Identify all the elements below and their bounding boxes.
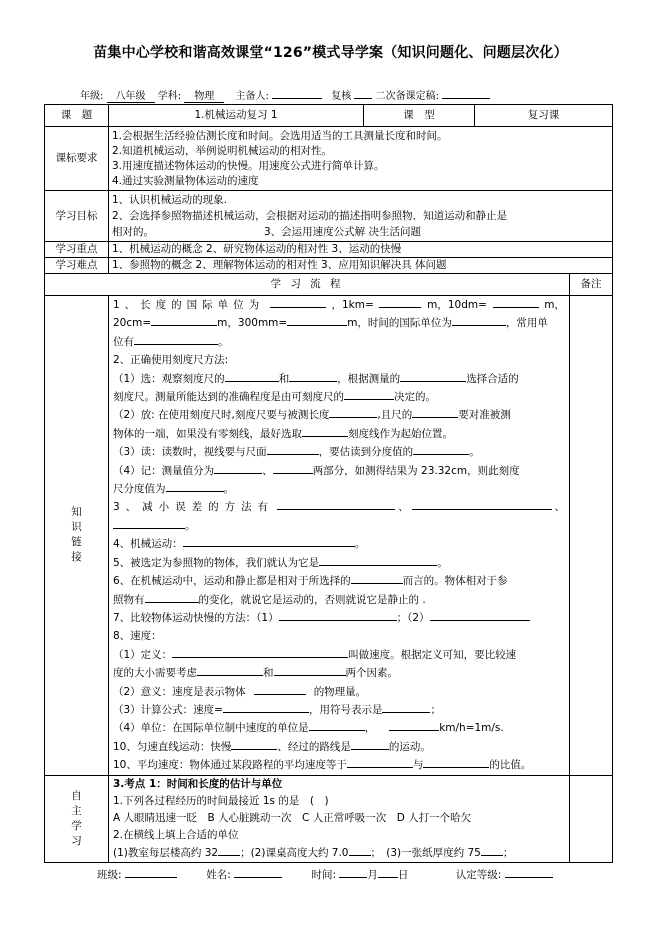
footer-class-label: 班级: <box>97 869 122 881</box>
self-study-q2-items: (1)教室每层楼高约 32 ；(2)课桌高度大约 7.0 ； (3)一张纸厚度约 75 ； <box>113 844 565 862</box>
goals-item-3: 3、会运用速度公式解 决生活问题 <box>264 226 422 238</box>
blank[interactable] <box>379 296 421 308</box>
goals-row <box>45 191 613 242</box>
goals-item: 1、认识机械运动的现象. <box>112 194 228 206</box>
knowledge-line-4: 2、正确使用刻度尺方法: <box>113 354 229 367</box>
process-header-row <box>45 274 613 296</box>
topic-label: 课 题 <box>45 105 109 127</box>
blank[interactable] <box>274 664 346 676</box>
self-study-q1: 1.下列各过程经历的时间最接近 1s 的是 ( ) <box>113 794 329 807</box>
type-label: 课 型 <box>364 105 475 127</box>
knowledge-line-17: 照物有 的变化，就说它是运动的，否则就说它是静止的 . <box>113 591 565 609</box>
standards-label: 课标要求 <box>45 127 109 191</box>
blank[interactable] <box>289 370 337 382</box>
footer-grade-field[interactable] <box>505 866 553 878</box>
process-header: 学 习 流 程 <box>45 274 570 296</box>
topic-row <box>45 105 613 127</box>
blank[interactable] <box>493 296 539 308</box>
blank[interactable] <box>172 646 348 658</box>
standards-item: 3.用速度描述物体运动的快慢。用速度公式进行简单计算。 <box>112 159 385 172</box>
vertical-label-char: 知 <box>71 506 82 519</box>
grade-label: 年级: <box>80 91 104 102</box>
self-study-content <box>109 775 570 862</box>
preparer-label: 主备人: <box>235 91 269 102</box>
knowledge-line-14: 4、机械运动： 。 <box>113 535 565 553</box>
self-study-row <box>45 775 613 862</box>
self-study-q2: 2.在横线上填上合适的单位 <box>113 828 239 841</box>
blank[interactable] <box>270 296 326 308</box>
vertical-label-char: 主 <box>71 804 82 817</box>
knowledge-line-7: （2）放: 在使用刻度尺时,刻度尺要与被测长度 ,且尺的 要对准被测 <box>113 406 565 424</box>
blank[interactable] <box>347 756 413 768</box>
blank[interactable] <box>151 314 217 326</box>
knowledge-line-25: 10、匀速直线运动：快慢 、经过的路线是 的运动。 <box>113 738 565 756</box>
knowledge-line-15: 5、被选定为参照物的物体，我们就认为它是 。 <box>113 554 565 572</box>
standards-item: 2.知道机械运动，举例说明机械运动的相对性。 <box>112 144 333 157</box>
knowledge-line-1: 1、长度的国际单位为 ，1km= m，10dm= m， <box>113 296 565 314</box>
self-study-topic: 3.考点 1：时间和长度的估计与单位 <box>113 777 283 790</box>
footer-grade-label: 认定等级: <box>455 869 502 881</box>
self-study-q1-options: A 人眼睛迅速一眨 B 人心脏跳动一次 C 人正常呼吸一次 D 人打一个哈欠 <box>113 811 472 824</box>
vertical-label-char: 学 <box>71 819 82 832</box>
blank[interactable] <box>197 664 263 676</box>
knowledge-line-6: 刻度尺。测量所能达到的准确程度是由可刻度尺的 决定的。 <box>113 388 565 406</box>
blank[interactable] <box>145 591 199 603</box>
blank[interactable] <box>113 517 185 529</box>
knowledge-line-23: （3）计算公式：速度= ，用符号表示是 ； <box>113 701 565 719</box>
difficulty-label: 学习难点 <box>45 258 109 274</box>
blank[interactable] <box>302 425 348 437</box>
self-study-label <box>45 775 109 862</box>
blank[interactable] <box>413 443 469 455</box>
blank[interactable] <box>423 756 489 768</box>
key-label: 学习重点 <box>45 242 109 258</box>
blank[interactable] <box>225 370 279 382</box>
blank[interactable] <box>183 535 355 547</box>
blank[interactable] <box>481 844 503 856</box>
preparer-field[interactable] <box>272 87 322 99</box>
knowledge-line-20: （1）定义： 叫做速度。根据定义可知，要比较速 <box>113 646 565 664</box>
remark-header: 备注 <box>570 274 613 296</box>
blank[interactable] <box>166 480 224 492</box>
blank[interactable] <box>400 370 466 382</box>
blank[interactable] <box>134 333 218 345</box>
blank[interactable] <box>279 609 397 621</box>
second-prep-label: 二次备课定稿: <box>375 91 439 102</box>
knowledge-remark[interactable] <box>570 296 613 776</box>
blank[interactable] <box>319 554 437 566</box>
vertical-label-char: 接 <box>71 551 82 564</box>
knowledge-line-18: 7、比较物体运动快慢的方法：（1） ；（2） <box>113 609 565 627</box>
subject-label: 学科: <box>157 91 182 102</box>
lesson-table <box>44 104 613 863</box>
vertical-label-char: 自 <box>71 789 82 802</box>
knowledge-line-5: （1）选：观察刻度尺的 和 ，根据测量的 选择合适的 <box>113 370 565 388</box>
footer-name-label: 姓名: <box>206 869 231 881</box>
self-study-label-text <box>48 789 105 849</box>
blank[interactable] <box>452 314 506 326</box>
footer-day-field[interactable] <box>378 866 398 878</box>
knowledge-line-2: 20cm= m，300mm= m，时间的国际单位为 ，常用单 <box>113 314 565 332</box>
footer-name-field[interactable] <box>234 866 282 878</box>
vertical-label-char: 习 <box>71 834 82 847</box>
knowledge-line-19: 8、速度： <box>113 630 162 643</box>
key-value: 1、机械运动的概念 2、研究物体运动的相对性 3、运动的快慢 <box>109 242 613 258</box>
blank[interactable] <box>349 844 371 856</box>
knowledge-line-3: 位有 。 <box>113 333 565 351</box>
subject-value[interactable]: 物理 <box>184 87 224 103</box>
knowledge-line-16: 6、在机械运动中，运动和静止都是相对于所选择的 而言的。物体相对于参 <box>113 572 565 590</box>
vertical-label-char: 识 <box>71 521 82 534</box>
standards-row <box>45 127 613 191</box>
type-value: 复习课 <box>475 105 613 127</box>
standards-item: 1.会根据生活经验估测长度和时间。会选用适当的工具测量长度和时间。 <box>112 129 448 142</box>
self-study-remark[interactable] <box>570 775 613 862</box>
blank[interactable] <box>223 701 309 713</box>
knowledge-line-22: （2）意义：速度是表示物体 的物理量。 <box>113 683 565 701</box>
grade-value[interactable]: 八年级 <box>107 87 155 103</box>
knowledge-line-26: 10、平均速度：物体通过某段路程的平均速度等于 与 的比值。 <box>113 756 565 774</box>
second-prep-field[interactable] <box>442 87 490 99</box>
blank[interactable] <box>389 719 439 731</box>
blank[interactable] <box>287 314 347 326</box>
knowledge-line-11: 尺分度值为 。 <box>113 480 565 498</box>
goals-label: 学习目标 <box>45 191 109 242</box>
goals-item <box>112 224 609 240</box>
blank[interactable] <box>273 462 313 474</box>
blank[interactable] <box>344 388 394 400</box>
blank[interactable] <box>214 462 262 474</box>
difficulty-value: 1、参照物的概念 2、理解物体运动的相对性 3、应用知识解决具 体问题 <box>109 258 613 274</box>
vertical-label-char: 链 <box>71 536 82 549</box>
key-row <box>45 242 613 258</box>
standards-cell <box>109 127 613 191</box>
knowledge-label-text <box>48 505 105 565</box>
topic-value: 1.机械运动复习 1 <box>109 105 364 127</box>
difficulty-row <box>45 258 613 274</box>
blank[interactable] <box>231 738 277 750</box>
review-label: 复核 <box>331 91 352 102</box>
knowledge-line-21: 度的大小需要考虑 和 两个因素。 <box>113 664 565 682</box>
blank[interactable] <box>430 609 530 621</box>
footer <box>97 866 553 882</box>
footer-month-field[interactable] <box>339 866 367 878</box>
goals-cell <box>109 191 613 242</box>
knowledge-line-8: 物体的一端，如果没有零刻线，最好选取 刻度线作为起始位置。 <box>113 425 565 443</box>
blank[interactable] <box>267 443 319 455</box>
blank[interactable] <box>218 844 240 856</box>
blank[interactable] <box>254 683 306 695</box>
review-field[interactable] <box>354 87 372 99</box>
knowledge-line-10: （4）记：测量值分为 、 两部分，如测得结果为 23.32cm，则此刻度 <box>113 462 565 480</box>
knowledge-line-12: 3、减小误差的方法有 、 、 <box>113 498 565 516</box>
knowledge-row <box>45 296 613 776</box>
blank[interactable] <box>351 738 389 750</box>
footer-month-label: 月 <box>367 869 378 881</box>
standards-item: 4.通过实验测量物体运动的速度 <box>112 174 259 187</box>
knowledge-label <box>45 296 109 776</box>
footer-day-label: 日 <box>397 869 409 881</box>
goals-item: 2、会选择参照物描述机械运动，会根据对运动的描述指明参照物．知道运动和静止是 <box>112 210 508 222</box>
blank[interactable] <box>412 498 552 510</box>
blank[interactable] <box>382 701 430 713</box>
knowledge-line-24: （4）单位：在国际单位制中速度的单位是 ， km/h=1m/s. <box>113 719 565 737</box>
footer-time-label: 时间: <box>311 869 337 881</box>
blank[interactable] <box>309 719 365 731</box>
header-meta <box>80 87 490 103</box>
knowledge-content <box>109 296 570 776</box>
goals-item-tail: 相对的。 <box>112 226 154 238</box>
knowledge-line-13: 。 <box>113 517 565 535</box>
blank[interactable] <box>277 498 395 510</box>
footer-class-field[interactable] <box>125 866 177 878</box>
blank[interactable] <box>329 406 377 418</box>
knowledge-line-9: （3）读：读数时，视线要与尺面 ，要估读到分度值的 。 <box>113 443 565 461</box>
page-title: 苗集中心学校和谐高效课堂“126”模式导学案（知识问题化、问题层次化） <box>93 45 568 61</box>
blank[interactable] <box>412 406 458 418</box>
blank[interactable] <box>351 572 403 584</box>
